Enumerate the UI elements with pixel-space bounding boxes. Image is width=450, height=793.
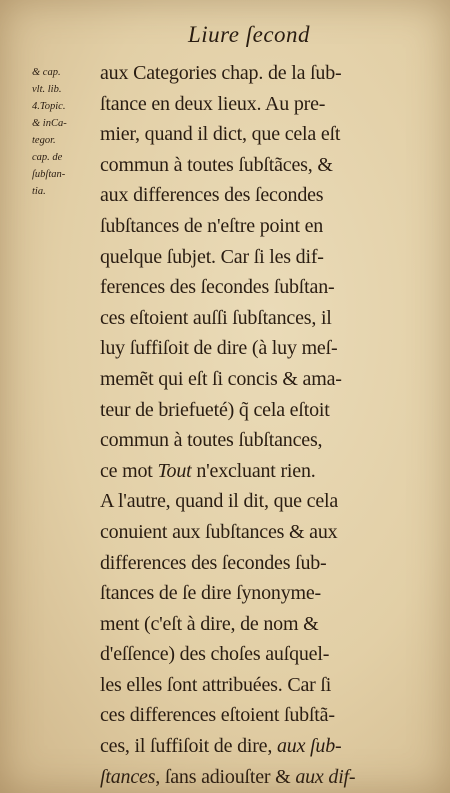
italic-word: ſtances [100, 765, 156, 788]
margin-note-line: vlt. lib. [32, 84, 62, 95]
text-run: , ſans adiouſter & [155, 765, 296, 788]
text-line [100, 731, 418, 762]
text-run: luy ſuffiſoit de dire (à luy meſ- [100, 337, 338, 360]
text-line [100, 119, 418, 150]
text-line [100, 670, 418, 701]
text-run: d'eſſence) des choſes auſquel- [100, 643, 330, 666]
text-run: ces eſtoient auſſi ſubſtances, il [100, 306, 332, 329]
text-run: mier, quand il dict, que cela eſt [100, 123, 341, 146]
text-run: ce mot [100, 459, 158, 482]
margin-note-line: & inCa- [32, 118, 67, 129]
text-line [100, 639, 418, 670]
text-line [100, 89, 418, 120]
text-line [100, 272, 418, 303]
text-run: ſubſtances de n'eſtre point en [100, 214, 324, 237]
text-run: ferences des ſecondes ſubſtan- [100, 276, 335, 299]
text-run: ment (c'eſt à dire, de nom & [100, 612, 319, 635]
margin-note-line: 4.Topic. [32, 101, 66, 112]
text-run: aux Categories chap. de la ſub- [100, 62, 342, 84]
margin-note-line: ſubſtan- [32, 169, 66, 180]
text-run: commun à toutes ſubſtãces, & [100, 153, 333, 176]
text-line [100, 762, 418, 793]
text-run: aux differences des ſecondes [100, 184, 324, 207]
text-line [100, 456, 418, 487]
text-run: differences des ſecondes ſub- [100, 551, 327, 574]
margin-note-line: tegor. [32, 135, 56, 146]
margin-note-line: cap. de [32, 152, 63, 163]
text-run: ſtances de ſe dire ſynonyme- [100, 582, 321, 605]
text-run: quelque ſubjet. Car ſi les dif- [100, 245, 324, 268]
text-line [100, 303, 418, 334]
margin-note-line: & cap. [32, 67, 61, 78]
text-run: teur de briefueté) q̃ cela eſtoit [100, 398, 330, 421]
text-line [100, 180, 418, 211]
text-line [100, 486, 418, 517]
text-line [100, 425, 418, 456]
running-header: Liure ſecond [188, 22, 311, 47]
italic-word: Tout [157, 459, 192, 482]
text-run: conuient aux ſubſtances & aux [100, 520, 338, 543]
text-line [100, 517, 418, 548]
text-line [100, 58, 418, 89]
text-line [100, 364, 418, 395]
text-line [100, 548, 418, 579]
italic-word: aux dif- [295, 765, 356, 788]
text-run: ces, il ſuffiſoit de dire, [100, 735, 277, 758]
text-line [100, 211, 418, 242]
margin-note [32, 64, 96, 200]
text-line [100, 609, 418, 640]
text-run: n'excluant rien. [191, 459, 316, 482]
text-line [100, 700, 418, 731]
text-run: commun à toutes ſubſtances, [100, 429, 323, 452]
text-line [100, 578, 418, 609]
margin-note-line: tia. [32, 186, 46, 197]
italic-word: aux ſub- [276, 735, 342, 758]
text-line [100, 395, 418, 426]
text-run: A l'autre, quand il dit, que cela [100, 490, 339, 513]
body-text [100, 58, 418, 792]
text-run: ſtance en deux lieux. Au pre- [100, 92, 326, 115]
text-line [100, 242, 418, 273]
text-run: les elles ſont attribuées. Car ſi [100, 673, 332, 696]
text-line [100, 333, 418, 364]
text-run: memẽt qui eſt ſi concis & ama- [100, 367, 342, 390]
text-run: ces differences eſtoient ſubſtã- [100, 704, 335, 727]
text-line [100, 150, 418, 181]
